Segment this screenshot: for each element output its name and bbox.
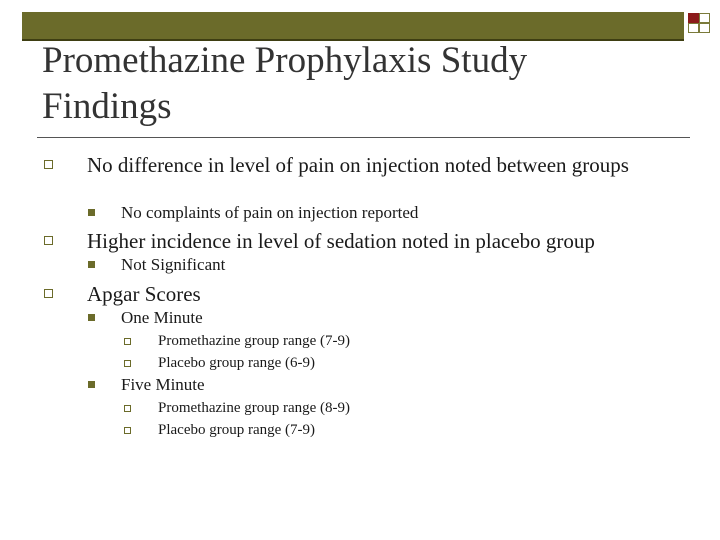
sub-sub-bullet-text: Placebo group range (7-9) (158, 422, 316, 438)
sub-sub-bullet-text: Promethazine group range (8-9) (158, 400, 351, 416)
bullet-square-icon (44, 289, 53, 298)
bullet-text: Higher incidence in level of sedation noted in placebo group (87, 229, 595, 253)
corner-square-filled (688, 13, 699, 23)
corner-square (699, 23, 710, 33)
bullet-text: Apgar Scores (87, 282, 201, 306)
bullet-square-icon (44, 236, 53, 245)
corner-square (688, 23, 699, 33)
corner-square (699, 13, 710, 23)
bullet-solid-icon (88, 209, 95, 216)
bullet-text: No difference in level of pain on injection noted between groups (87, 153, 629, 177)
bullet-square-icon (124, 360, 131, 367)
header-bar (22, 12, 684, 41)
bullet-square-icon (124, 427, 131, 434)
title-divider (37, 137, 690, 138)
sub-sub-bullet-text: Promethazine group range (7-9) (158, 333, 351, 349)
bullet-square-icon (44, 160, 53, 169)
corner-decoration (688, 13, 710, 41)
sub-bullet-text: Five Minute (121, 375, 205, 394)
bullet-solid-icon (88, 381, 95, 388)
sub-bullet-text: No complaints of pain on injection reported (121, 203, 419, 222)
bullet-square-icon (124, 338, 131, 345)
bullet-solid-icon (88, 261, 95, 268)
sub-bullet-text: One Minute (121, 308, 203, 327)
bullet-square-icon (124, 405, 131, 412)
sub-bullet-text: Not Significant (121, 255, 226, 274)
slide-title: Promethazine Prophylaxis Study Findings (42, 40, 528, 127)
bullet-solid-icon (88, 314, 95, 321)
sub-sub-bullet-text: Placebo group range (6-9) (158, 355, 316, 371)
